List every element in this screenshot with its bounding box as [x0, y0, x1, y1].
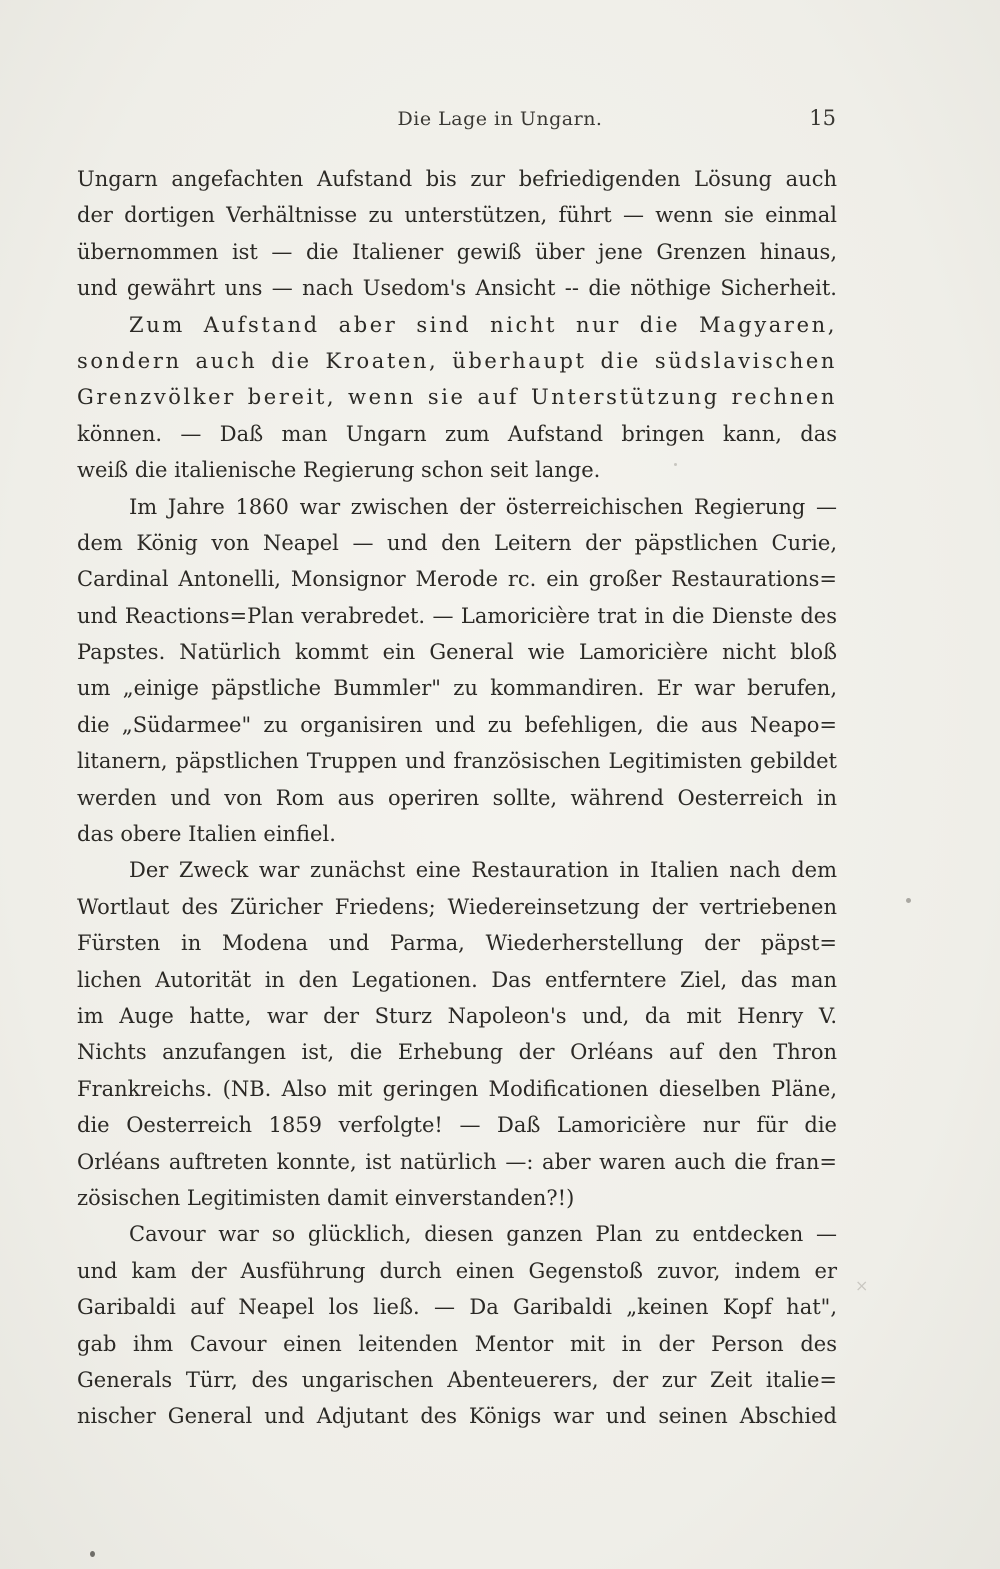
- text-line: und gewährt uns — nach Usedom's Ansicht -- die nöthige Sicherheit.: [77, 276, 837, 301]
- text-line: lichen Autorität in den Legationen. Das entferntere Ziel, das man: [77, 967, 837, 992]
- text-line: Wortlaut des Züricher Friedens; Wiedereinsetzung der vertriebenen: [77, 894, 837, 919]
- text-line: Der Zweck war zunächst eine Restauration in Italien nach dem: [129, 858, 837, 883]
- text-line: übernommen ist — die Italiener gewiß über jene Grenzen hinaus,: [77, 239, 837, 264]
- text-line: um „einige päpstliche Bummler" zu kommandiren. Er war berufen,: [77, 676, 837, 701]
- text-line: werden und von Rom aus operiren sollte, während Oesterreich in: [77, 785, 837, 810]
- text-line: Nichts anzufangen ist, die Erhebung der Orléans auf den Thron: [77, 1040, 837, 1065]
- text-line: gab ihm Cavour einen leitenden Mentor mit in der Person des: [77, 1331, 837, 1356]
- text-line: Generals Türr, des ungarischen Abenteuerers, der zur Zeit italie=: [77, 1367, 837, 1392]
- text-line: Im Jahre 1860 war zwischen der österreichischen Regierung —: [129, 494, 837, 519]
- text-line: die „Südarmee" zu organisiren und zu befehligen, die aus Neapo=: [77, 712, 837, 737]
- text-line: Zum Aufstand aber sind nicht nur die Magyaren,: [129, 312, 837, 337]
- text-line: im Auge hatte, war der Sturz Napoleon's und, da mit Henry V.: [77, 1003, 837, 1028]
- text-line: sondern auch die Kroaten, überhaupt die südslavischen: [77, 348, 837, 373]
- body-text: [77, 161, 837, 1435]
- paper-speck: [90, 1551, 95, 1557]
- text-line: weiß die italienische Regierung schon seit lange.: [77, 458, 601, 483]
- text-line: der dortigen Verhältnisse zu unterstützen, führt — wenn sie einmal: [77, 203, 837, 228]
- text-line: dem König von Neapel — und den Leitern der päpstlichen Curie,: [77, 530, 837, 555]
- text-line: Orléans auftreten konnte, ist natürlich —: aber waren auch die fran=: [77, 1149, 837, 1174]
- margin-mark: ×: [855, 1276, 869, 1295]
- text-line: Garibaldi auf Neapel los ließ. — Da Garibaldi „keinen Kopf hat",: [77, 1295, 837, 1320]
- text-line: Frankreichs. (NB. Also mit geringen Modificationen dieselben Pläne,: [77, 1076, 837, 1101]
- text-line: Ungarn angefachten Aufstand bis zur befriedigenden Lösung auch: [77, 167, 837, 191]
- text-line: und kam der Ausführung durch einen Gegenstoß zuvor, indem er: [77, 1258, 837, 1283]
- text-line: Cavour war so glücklich, diesen ganzen Plan zu entdecken —: [129, 1222, 837, 1247]
- text-line: Papstes. Natürlich kommt ein General wie Lamoricière nicht bloß: [77, 640, 837, 665]
- text-line: zösischen Legitimisten damit einverstanden?!): [77, 1185, 575, 1210]
- running-title: Die Lage in Ungarn.: [397, 108, 603, 130]
- text-line: die Oesterreich 1859 verfolgte! — Daß Lamoricière nur für die: [77, 1113, 837, 1138]
- text-line: Cardinal Antonelli, Monsignor Merode rc. ein großer Restaurations=: [77, 567, 837, 592]
- text-line: und Reactions=Plan verabredet. — Lamoricière trat in die Dienste des: [77, 603, 837, 628]
- text-line: können. — Daß man Ungarn zum Aufstand bringen kann, das: [77, 421, 837, 446]
- page-number: 15: [809, 106, 836, 130]
- text-line: Grenzvölker bereit, wenn sie auf Unterstützung rechnen: [77, 385, 837, 410]
- text-line: Fürsten in Modena und Parma, Wiederherstellung der päpst=: [77, 931, 837, 956]
- text-line: das obere Italien einfiel.: [77, 822, 336, 847]
- paper-speck: [906, 898, 911, 903]
- text-line: litanern, päpstlichen Truppen und französischen Legitimisten gebildet: [77, 749, 837, 774]
- paper-speck: [674, 463, 677, 466]
- text-line: nischer General und Adjutant des Königs war und seinen Abschied: [77, 1404, 837, 1429]
